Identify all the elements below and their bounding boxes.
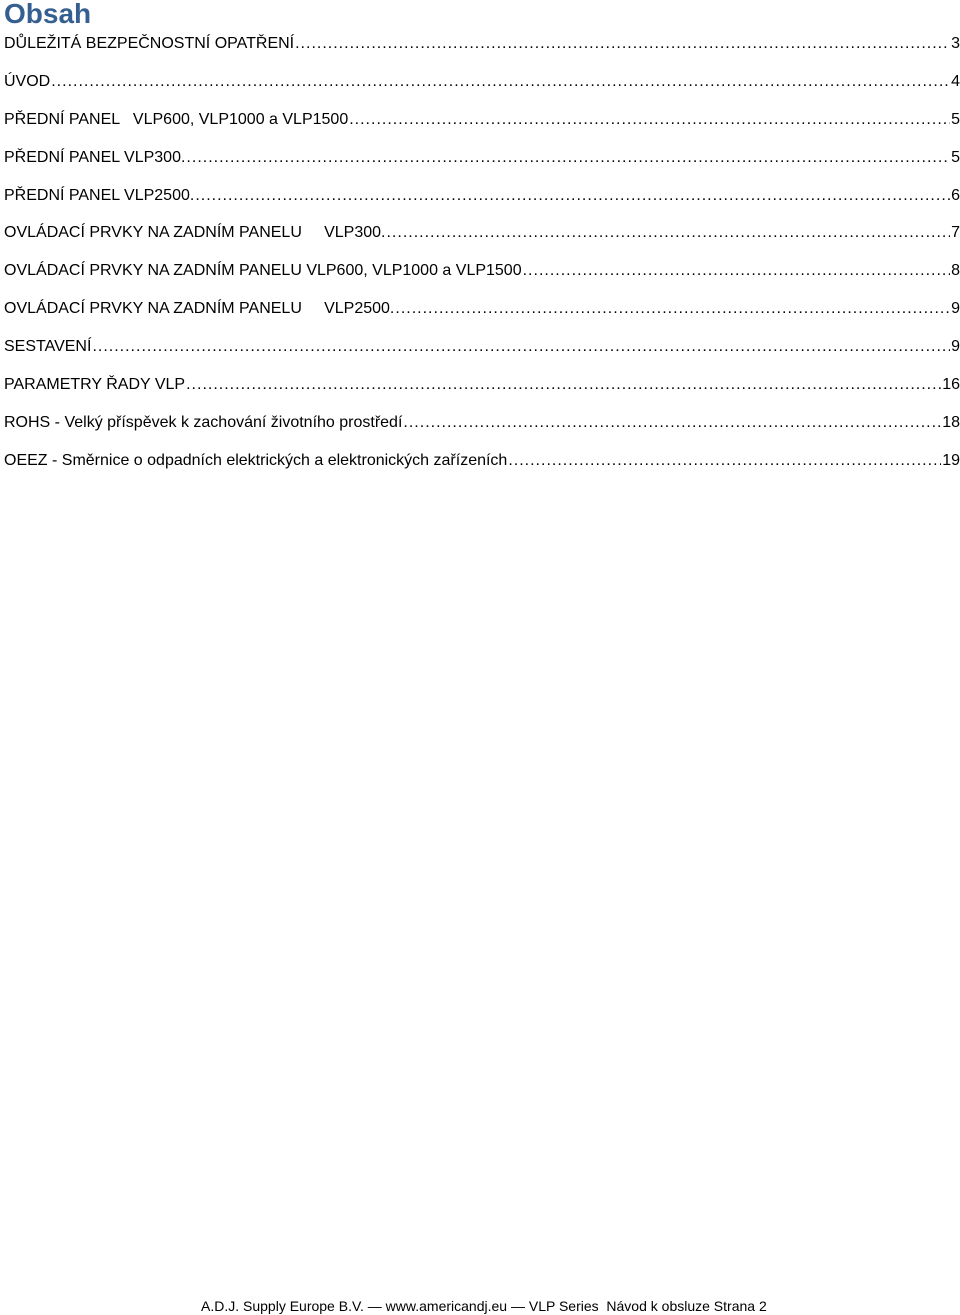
toc-entry[interactable] bbox=[4, 257, 960, 295]
toc-entry-title: ÚVOD bbox=[4, 72, 51, 90]
toc-entry-page: 7 bbox=[951, 224, 960, 242]
toc-entry-page: 3 bbox=[951, 35, 960, 52]
toc-entry[interactable] bbox=[4, 295, 960, 333]
dot-leader bbox=[395, 295, 950, 323]
dot-leader bbox=[403, 409, 941, 437]
toc-entry-title: OVLÁDACÍ PRVKY NA ZADNÍM PANELU VLP600, VLP1000 a VLP1500 bbox=[4, 262, 522, 280]
toc-entry-page: 4 bbox=[951, 72, 960, 90]
dot-leader bbox=[186, 371, 941, 399]
toc-entry-title: ROHS - Velký příspěvek k zachování životního prostředí bbox=[4, 413, 403, 431]
toc-entry-page: 18 bbox=[942, 413, 960, 431]
toc-entry[interactable] bbox=[4, 409, 960, 447]
toc-entry-page: 9 bbox=[951, 300, 960, 318]
toc-entry-title: OVLÁDACÍ PRVKY NA ZADNÍM PANELU VLP300. bbox=[4, 224, 386, 242]
dot-leader bbox=[195, 182, 950, 210]
toc-entry-title: OVLÁDACÍ PRVKY NA ZADNÍM PANELU VLP2500. bbox=[4, 300, 395, 318]
dot-leader bbox=[349, 106, 950, 134]
page-footer: A.D.J. Supply Europe B.V. — www.americandj.eu — VLP Series Návod k obsluze Strana 2 bbox=[201, 1298, 767, 1314]
dot-leader bbox=[508, 447, 941, 475]
toc-entry-title: SESTAVENÍ bbox=[4, 338, 92, 356]
toc-entry[interactable] bbox=[4, 333, 960, 371]
dot-leader bbox=[186, 144, 950, 172]
table-of-contents bbox=[4, 30, 960, 485]
toc-entry[interactable] bbox=[4, 30, 960, 68]
dot-leader bbox=[92, 333, 950, 361]
toc-entry[interactable] bbox=[4, 219, 960, 257]
toc-entry[interactable] bbox=[4, 144, 960, 182]
toc-entry-page: 8 bbox=[951, 262, 960, 280]
toc-entry[interactable] bbox=[4, 182, 960, 220]
toc-entry[interactable] bbox=[4, 68, 960, 106]
toc-entry-title: PŘEDNÍ PANEL VLP2500. bbox=[4, 186, 195, 204]
toc-entry-page: 6 bbox=[951, 186, 960, 204]
toc-entry[interactable] bbox=[4, 371, 960, 409]
dot-leader bbox=[523, 257, 950, 285]
toc-entry-title: PŘEDNÍ PANEL VLP300. bbox=[4, 148, 186, 166]
toc-entry-page: 19 bbox=[942, 451, 960, 469]
toc-entry-page: 5 bbox=[951, 148, 960, 166]
toc-entry-title: PARAMETRY ŘADY VLP bbox=[4, 376, 186, 394]
toc-entry-title: PŘEDNÍ PANEL VLP600, VLP1000 a VLP1500 bbox=[4, 110, 349, 128]
toc-entry[interactable] bbox=[4, 106, 960, 144]
toc-entry-title: OEEZ - Směrnice o odpadních elektrických a elektronických zařízeních bbox=[4, 451, 508, 469]
toc-entry-page: 16 bbox=[942, 376, 960, 394]
toc-entry-page: 9 bbox=[951, 338, 960, 356]
toc-entry[interactable] bbox=[4, 447, 960, 485]
dot-leader bbox=[386, 219, 950, 247]
toc-entry-title: DŮLEŽITÁ BEZPEČNOSTNÍ OPATŘENÍ bbox=[4, 35, 295, 52]
toc-entry-page: 5 bbox=[951, 110, 960, 128]
dot-leader bbox=[295, 30, 950, 58]
dot-leader bbox=[51, 68, 950, 96]
page-title: Obsah bbox=[4, 0, 92, 29]
